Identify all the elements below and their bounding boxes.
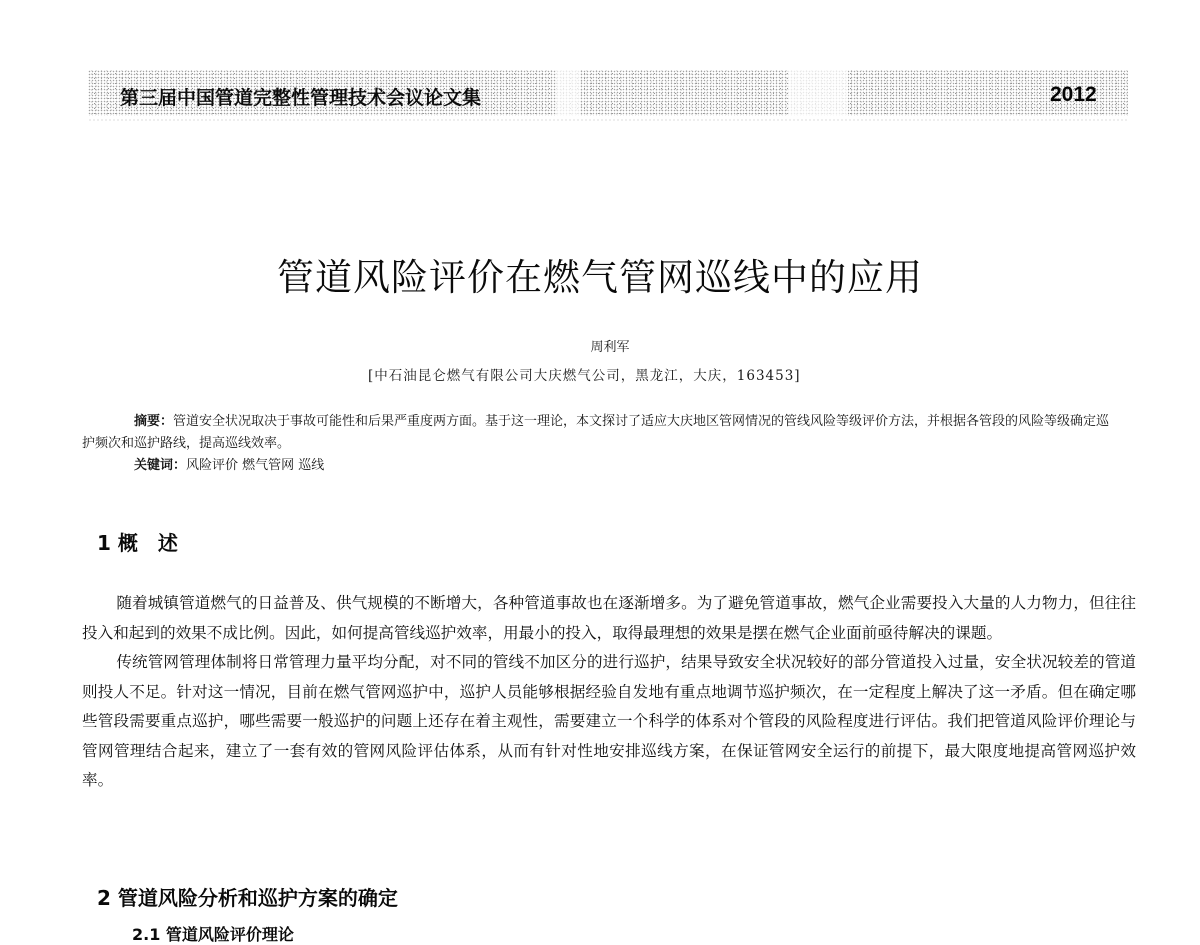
abstract-label: 摘要： [134,414,174,429]
section-heading-risk-analysis: 2 管道风险分析和巡护方案的确定 [97,886,398,910]
author-name: 周利军 [590,340,630,355]
abstract-text: 管道安全状况取决于事故可能性和后果严重度两方面。基于这一理论，本文探讨了适应大庆地区管网情况的管线风险等级评价方法，并根据各管段的风险等级确定巡护频次和巡护路线，提高巡线效率。 [82,414,1110,451]
abstract-block [82,411,1122,477]
header-rule [88,119,1128,121]
texture-gap [556,70,580,116]
subsection-heading-risk-theory: 2.1 管道风险评价理论 [132,925,294,944]
paper-title: 管道风险评价在燃气管网巡线中的应用 [277,256,923,299]
keywords-label: 关键词： [134,458,187,473]
author-affiliation: [中石油昆仑燃气有限公司大庆燃气公司，黑龙江，大庆，163453] [368,368,801,384]
proceedings-year: 2012 [1050,83,1097,106]
abstract-paragraph [82,411,1122,455]
section-1-body [82,589,1136,796]
proceedings-title: 第三届中国管道完整性管理技术会议论文集 [120,87,482,109]
keywords-text: 风险评价 燃气管网 巡线 [186,458,325,473]
section-heading-overview: 1 概 述 [97,531,178,555]
body-paragraph: 传统管网管理体制将日常管理力量平均分配，对不同的管线不加区分的进行巡护，结果导致安全状况较好的部分管道投入过量，安全状况较差的管道则投人不足。针对这一情况，目前在燃气管网巡护中，巡护人员能够根据经验自发地有重点地调节巡护频次，在一定程度上解决了这一矛盾。但在确定哪些管段需要重点巡护，哪些需要一般巡护的问题上还存在着主观性，需要建立一个科学的体系对个管段的风险程度进行评估。我们把管道风险评价理论与管网管理结合起来，建立了一套有效的管网风险评估体系，从而有针对性地安排巡线方案，在保证管网安全运行的前提下，最大限度地提高管网巡护效率。 [82,653,1136,789]
body-paragraph: 随着城镇管道燃气的日益普及、供气规模的不断增大，各种管道事故也在逐渐增多。为了避免管道事故，燃气企业需要投入大量的人力物力，但往往投入和起到的效果不成比例。因此，如何提高管线巡护效率，用最小的投入，取得最理想的效果是摆在燃气企业面前亟待解决的课题。 [82,594,1136,642]
keywords-line [82,455,1122,477]
texture-gap [788,70,848,116]
